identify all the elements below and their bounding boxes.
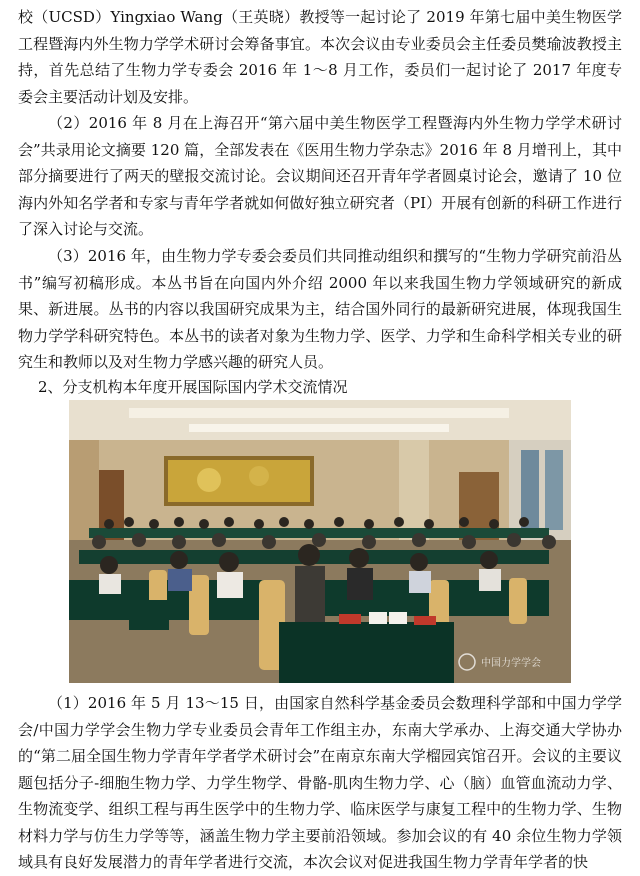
table-left-front bbox=[129, 600, 169, 630]
water-bottle bbox=[389, 612, 407, 624]
table-front bbox=[279, 622, 454, 683]
conference-photo bbox=[69, 400, 571, 683]
water-bottle bbox=[369, 612, 387, 624]
window-pane bbox=[545, 450, 563, 530]
ceiling-light-strip bbox=[129, 408, 509, 418]
paragraph-shanghai-conference: （2）2016 年 8 月在上海召开“第六届中美生物医学工程暨海内外生物力学学术研讨会”共录用论文摘要 120 篇，全部发表在《医用生物力学杂志》2016 年 8 月增刊上，其中部分摘要进行了两天的壁报交流讨论。会议期间还召开青年学者圆桌讨论会，邀请了 10 位海内外知名学者和专家与青年学者就如何做好独立研究者（PI）开展有创新的科研工作进行了深入讨论与交流。 bbox=[18, 114, 622, 238]
paragraph-book-series: （3）2016 年，由生物力学专委会委员们共同推动组织和撰写的“生物力学研究前沿丛书”编写初稿形成。本丛书旨在向国内外介绍 2000 年以来我国生物力学领域研究的新成果、新进展。丛书的内容以我国研究成果为主，结合国外同行的最新研究进展，体现我国生物力学学科研究特色。本丛书的读者对象为生物力学、医学、力学和生命科学相关专业的研究生和教师以及对生物力学感兴趣的研究人员。 bbox=[18, 247, 622, 371]
section-heading: 2、分支机构本年度开展国际国内学术交流情况 bbox=[38, 378, 348, 396]
paragraph-nanjing-conference: （1）2016 年 5 月 13～15 日，由国家自然科学基金委员会数理科学部和中国力学学会/中国力学学会生物力学专业委员会青年工作组主办，东南大学承办、上海交通大学协办的“第二届全国生物力学青年学者学术研讨会”在南京东南大学榴园宾馆召开。会议的主要议题包括分子-细胞生物力学、力学生物学、骨骼-肌肉生物力学、心（脑）血管血流动力学、生物流变学、组织工程与再生医学中的生物力学、临床医学与康复工程中的生物力学、生物材料力学与仿生力学等等，涵盖生物力学主要前沿领域。参加会议的有 40 余位生物力学领域具有良好发展潜力的青年学者进行交流，本次会议对促进我国生物力学青年学者的快 bbox=[18, 694, 622, 871]
name-card bbox=[414, 616, 436, 625]
ceiling-light-strip bbox=[189, 424, 449, 432]
painting-detail bbox=[197, 468, 221, 492]
conference-room-illustration bbox=[69, 400, 571, 683]
photo-watermark: 中国力学学会 bbox=[481, 658, 541, 669]
painting bbox=[168, 460, 310, 502]
paragraph-meeting-summary: 校（UCSD）Yingxiao Wang（王英晓）教授等一起讨论了 2019 年第七届中美生物医学工程暨海内外生物力学学术研讨会筹备事宜。本次会议由专业委员会主任委员樊瑜波教授主持，首先总结了生物力学专委会 2016 年 1～8 月工作，委员们一起讨论了 2017 年度专委会主要活动计划及安排。 bbox=[18, 8, 622, 106]
name-card bbox=[339, 614, 361, 624]
painting-detail bbox=[249, 466, 269, 486]
